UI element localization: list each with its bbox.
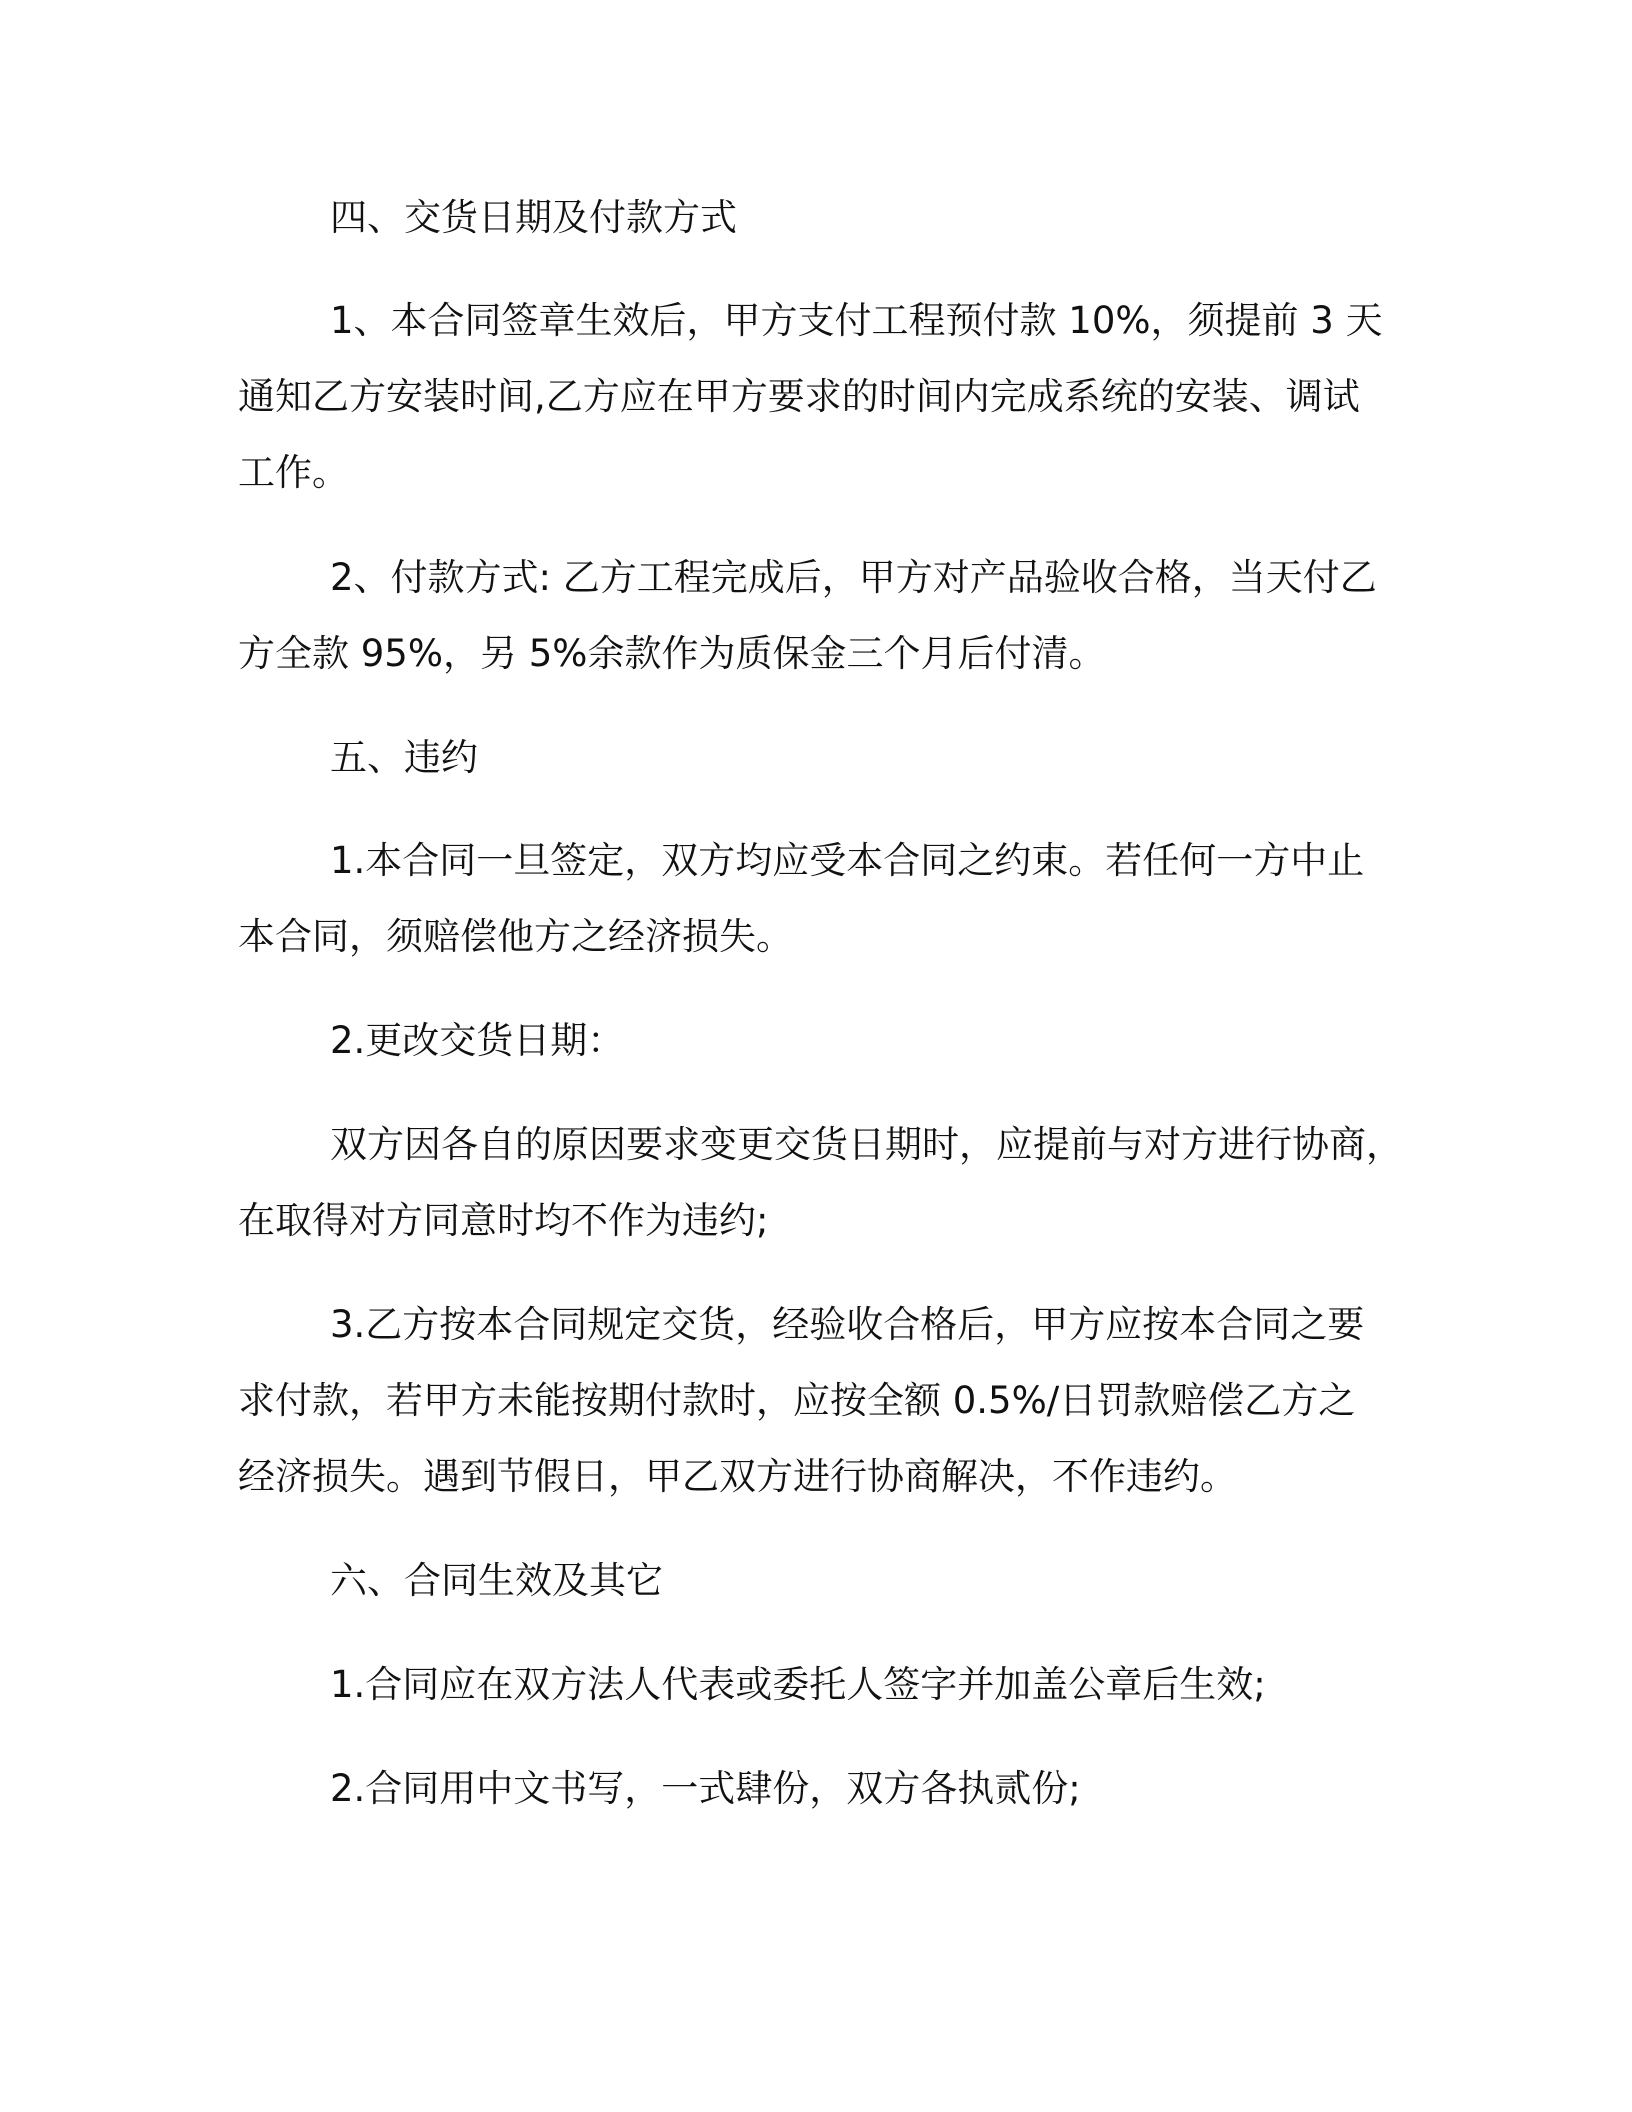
paragraph-line: 通知乙方安装时间,乙方应在甲方要求的时间内完成系统的安装、调试 (238, 375, 1360, 418)
section-heading-delivery-payment: 四、交货日期及付款方式 (330, 196, 737, 239)
paragraph-line: 在取得对方同意时均不作为违约; (238, 1199, 769, 1242)
paragraph-line: 1.合同应在双方法人代表或委托人签字并加盖公章后生效; (330, 1663, 1266, 1706)
paragraph-line: 1、本合同签章生效后，甲方支付工程预付款 10%，须提前 3 天 (330, 299, 1383, 342)
section-heading-breach: 五、违约 (330, 736, 478, 779)
paragraph-line: 本合同，须赔偿他方之经济损失。 (238, 915, 793, 958)
paragraph-line: 3.乙方按本合同规定交货，经验收合格后，甲方应按本合同之要 (330, 1303, 1365, 1346)
paragraph-line: 双方因各自的原因要求变更交货日期时，应提前与对方进行协商， (330, 1123, 1403, 1166)
section-heading-effectiveness: 六、合同生效及其它 (330, 1559, 663, 1602)
paragraph-line: 2.合同用中文书写，一式肆份，双方各执贰份; (330, 1767, 1081, 1810)
paragraph-line: 工作。 (238, 451, 349, 494)
paragraph-line: 1.本合同一旦签定，双方均应受本合同之约束。若任何一方中止 (330, 839, 1365, 882)
paragraph-line: 求付款，若甲方未能按期付款时，应按全额 0.5%/日罚款赔偿乙方之 (238, 1379, 1356, 1422)
paragraph-line: 经济损失。遇到节假日，甲乙双方进行协商解决，不作违约。 (238, 1455, 1237, 1498)
paragraph-line: 2.更改交货日期： (330, 1019, 625, 1062)
paragraph-line: 2、付款方式: 乙方工程完成后，甲方对产品验收合格，当天付乙 (330, 556, 1377, 599)
paragraph-line: 方全款 95%，另 5%余款作为质保金三个月后付清。 (238, 632, 1106, 675)
